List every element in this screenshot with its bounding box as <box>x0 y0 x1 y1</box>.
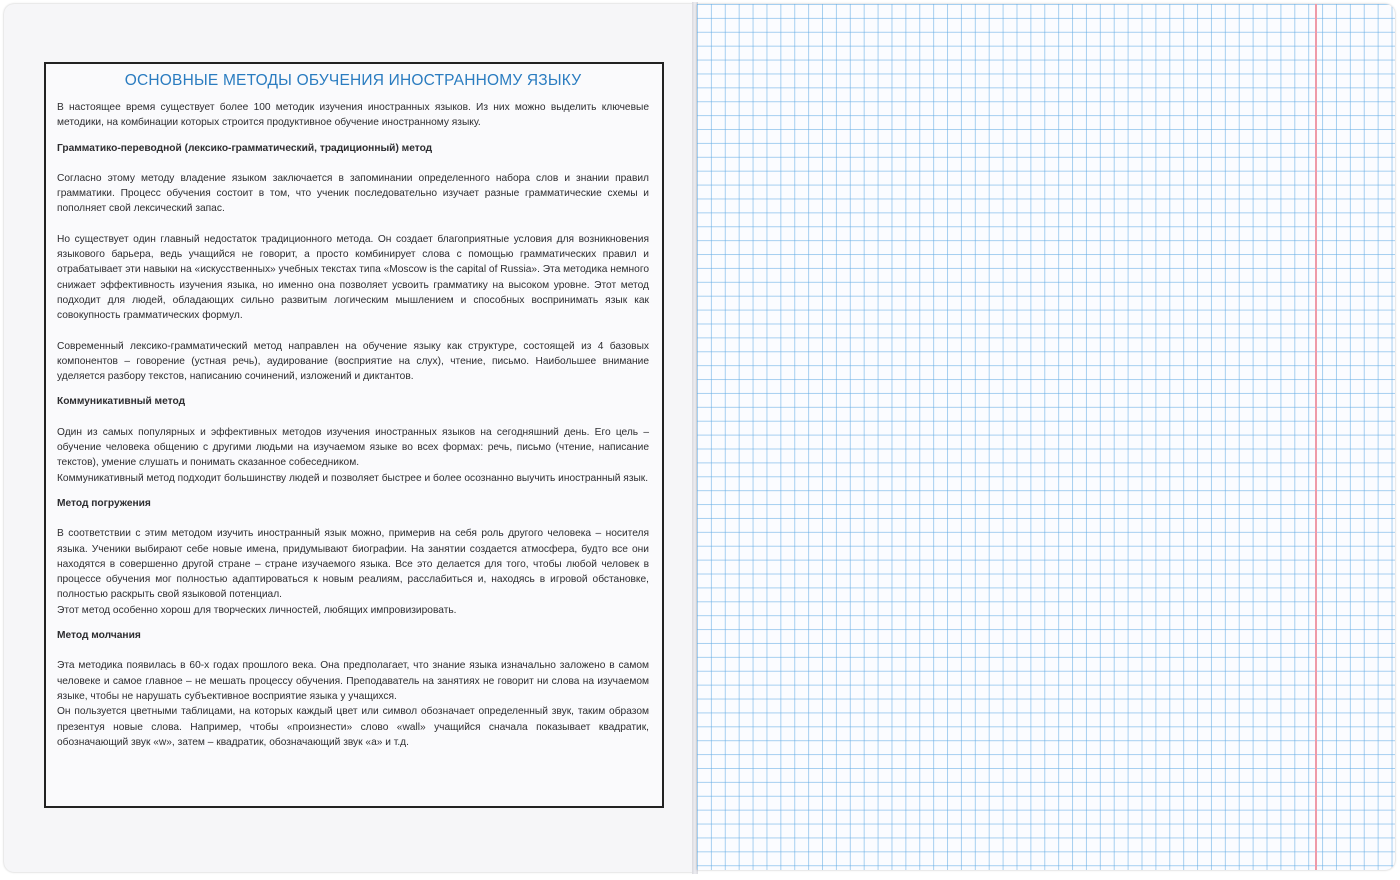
right-page-grid <box>697 4 1395 870</box>
paragraph: В соответствии с этим методом изучить иностранный язык можно, примерив на себя роль другого человека – носителя языка. Ученики выбирают себе новые имена, придумывают биографии. На занятии создается атмосфера, будто все они находятся в совершенно другой стране – стране изучаемого языка. Все это делается для того, чтобы любой человек в процессе обучения мог полностью адаптироваться к новым реалиям, расслабиться и, находясь в игровой обстановке, полностью раскрыть свой языковой потенциал. <box>57 528 649 601</box>
paragraph: Коммуникативный метод подходит большинству людей и позволяет быстрее и более осознанно выучить иностранный язык. <box>57 472 649 484</box>
section-heading-silent: Метод молчания <box>57 630 141 642</box>
section-heading-immersion: Метод погружения <box>57 497 151 509</box>
section-heading-grammar: Грамматико-переводной (лексико-грамматический, традиционный) метод <box>57 142 433 154</box>
paragraph: Но существует один главный недостаток традиционного метода. Он создает благоприятные условия для возникновения языкового барьера, ведь учащийся не говорит, а просто комбинирует слова с помощью грамматических правил и отрабатывает эти навыки на «искусственных» учебных текстах типа «Moscow is the capital of Russia». Эта методика немного снижает эффективность изучения языка, но именно она позволяет усвоить грамматику на высоком уровне. Этот метод подходит для людей, обладающих сильно развитым логическим мышлением и способных воспринимать язык как совокупность грамматических формул. <box>57 233 649 322</box>
paragraph: Один из самых популярных и эффективных методов изучения иностранных языков на сегодняшний день. Его цель – обучение человека общению с другими людьми на изучаемом языке во всех формах: речь, письмо (чтение, написание текстов), умение слушать и понимать сказанное собеседником. <box>57 426 649 469</box>
intro-paragraph: В настоящее время существует более 100 методик изучения иностранных языков. Из них можно выделить ключевые методики, на комбинации которых строится продуктивное обучение иностранному языку. <box>57 102 649 129</box>
paragraph: Эта методика появилась в 60-х годах прошлого века. Она предполагает, что знание языка изначально заложено в самом человеке и самое главное – не мешать процессу обучения. Преподаватель на занятиях не говорит ни слова на изучаемом языке, чтобы не нарушать субъективное восприятие языка у учащихся. <box>57 660 649 702</box>
section-heading-communicative: Коммуникативный метод <box>57 396 186 408</box>
margin-line <box>1315 4 1317 870</box>
paragraph: Этот метод особенно хорош для творческих личностей, любящих импровизировать. <box>57 604 457 616</box>
paragraph: Он пользуется цветными таблицами, на которых каждый цвет или символ обозначает определенный звук, таким образом презентуя новые слова. Например, чтобы «произнести» слово «wall» учащийся сначала показывает квадратик, обозначающий звук «w», затем – квадратик, обозначающий звук «a» и т.д. <box>57 706 649 748</box>
paragraph: Согласно этому методу владение языком заключается в запоминании определенного набора слов и знании правил грамматики. Процесс обучения состоит в том, что ученик последовательно изучает разные грамматические схемы и пополняет свой лексический запас. <box>57 172 649 215</box>
page-title: ОСНОВНЫЕ МЕТОДЫ ОБУЧЕНИЯ ИНОСТРАННОМУ ЯЗЫКУ <box>124 72 582 89</box>
text-frame <box>44 62 664 808</box>
paragraph: Современный лексико-грамматический метод направлен на обучение языку как структуре, состоящей из 4 базовых компонентов – говорение (устная речь), аудирование (восприятие на слух), чтение, письмо. Наибольшее внимание уделяется разбору текстов, написанию сочинений, изложений и диктантов. <box>57 340 649 383</box>
